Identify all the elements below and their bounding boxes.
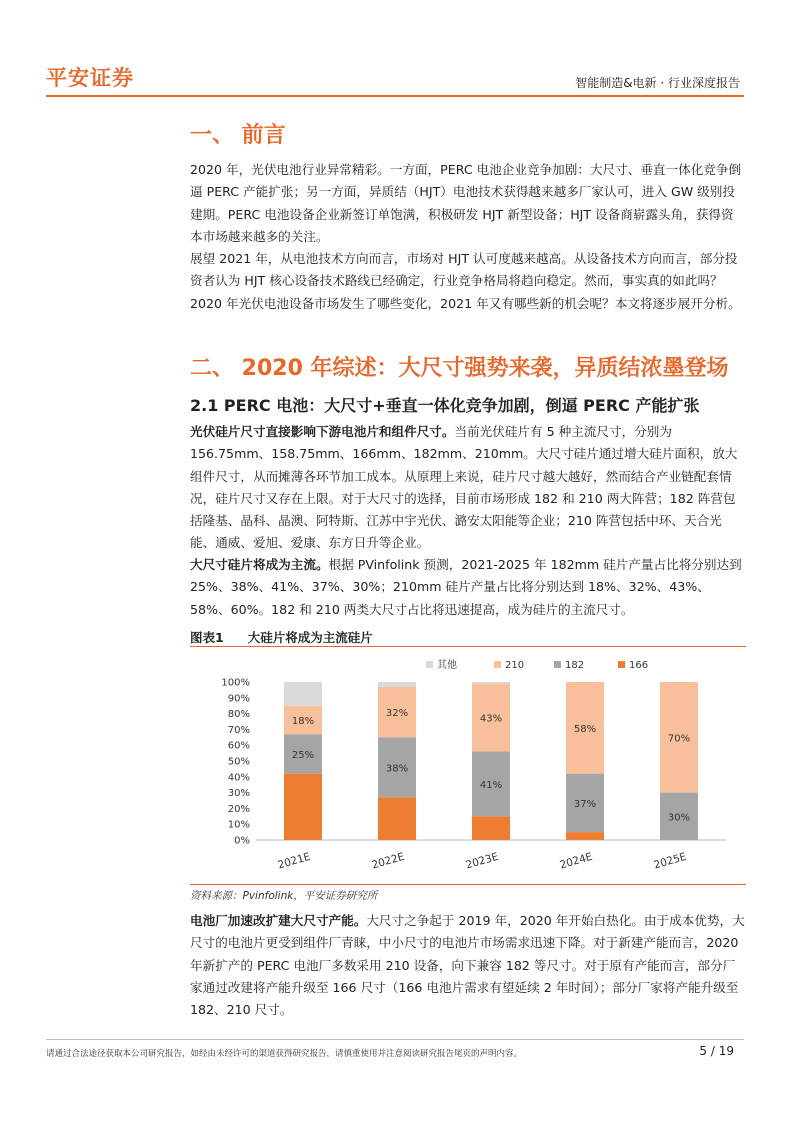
bar-segment-166-2023E [472, 816, 510, 840]
bar-segment-其他-2023E [472, 682, 510, 684]
bar-segment-166-2022E [378, 797, 416, 840]
data-label: 43% [479, 713, 503, 725]
lead-sentence: 电池厂加速改扩建大尺寸产能。 [190, 913, 367, 928]
data-label: 32% [385, 708, 409, 720]
section-2-paragraph-2 [190, 554, 745, 621]
y-tick-label: 60% [227, 740, 250, 752]
legend-label-182: 182 [565, 660, 585, 671]
y-tick-label: 40% [227, 772, 250, 784]
section-2-title: 二、 2020 年综述：大尺寸强势来袭，异质结浓墨登场 [190, 356, 729, 381]
data-label: 38% [385, 763, 409, 775]
data-label: 41% [479, 779, 503, 791]
paragraph-body: 根据 PVinfolink 预测，2021-2025 年 182mm 硅片产量占比将分别达到 25%、38%、41%、37%、30%；210mm 硅片产量占比将分别达到 18%、32%、43%、58%、60%。182 和 210 两类大尺寸占比将迅速提高，成为硅片的主流尺寸。 [190, 557, 742, 617]
data-label: 18% [291, 715, 315, 727]
paragraph-body: 当前光伏硅片有 5 种主流尺寸，分别为 156.75mm、158.75mm、166mm、182mm、210mm。大尺寸硅片通过增大硅片面积，放大组件尺寸，从而摊薄各环节加工成本。从原理上来说，硅片尺寸越大越好，然而结合产业链配套情况，硅片尺寸又存在上限。对于大尺寸的选择，目前市场形成 182 和 210 两大阵营；182 阵营包括隆基、晶科、晶澳、阿特斯、江苏中宇光伏、潞安太阳能等企业；210 阵营包括中环、天合光能、通威、爱旭、爱康、东方日升等企业。 [190, 424, 738, 551]
bar-segment-166-2024E [566, 832, 604, 840]
y-tick-label: 10% [227, 819, 250, 831]
legend-swatch-182 [554, 661, 561, 668]
brand-logo: 平安证券 [46, 66, 134, 90]
section-2-paragraph-3 [190, 910, 745, 1021]
footer-disclaimer: 请通过合法途径获取本公司研究报告，如经由未经许可的渠道获得研究报告，请慎重使用并注意阅读研究报告尾页的声明内容。 [46, 1049, 523, 1059]
data-label: 58% [573, 723, 597, 735]
section-1-paragraph-1: 2020 年，光伏电池行业异常精彩。一方面，PERC 电池企业竞争加剧：大尺寸、垂直一体化竞争倒逼 PERC 产能扩张；另一方面，异质结（HJT）电池技术获得越来越多厂家认可，进入 GW 级别投建期。PERC 电池设备企业新签订单饱满，积极研发 HJT 新型设备；HJT 设备商崭露头角，获得资本市场越来越多的关注。 [190, 162, 742, 244]
lead-sentence: 大尺寸硅片将成为主流。 [190, 557, 329, 572]
figure-bottom-rule [190, 884, 746, 885]
figure-title [190, 628, 373, 646]
y-tick-label: 20% [227, 803, 250, 815]
x-tick-label: 2022E [370, 850, 406, 872]
paragraph-body: 大尺寸之争起于 2019 年，2020 年开始白热化。由于成本优势，大尺寸的电池片更受到组件厂青睐，中小尺寸的电池片市场需求迅速下降。对于新建产能而言，2020 年新扩产的 PERC 电池厂多数采用 210 设备，向下兼容 182 等尺寸。对于原有产能而言，部分厂家通过改建将产能升级至 166 尺寸（166 电池片需求有望延续 2 年时间）；部分厂家将产能升级至 182、210 尺寸。 [190, 913, 745, 1018]
page-number: 5 / 19 [699, 1044, 734, 1058]
lead-sentence: 光伏硅片尺寸直接影响下游电池片和组件尺寸。 [190, 424, 455, 439]
data-label: 37% [573, 798, 597, 810]
legend-swatch-166 [618, 661, 625, 668]
bar-segment-其他-2022E [378, 682, 416, 687]
legend-swatch-210 [494, 661, 501, 668]
data-label: 25% [291, 749, 315, 761]
y-tick-label: 80% [227, 709, 250, 721]
section-1-title: 一、 前言 [190, 123, 286, 148]
header-divider [46, 95, 744, 97]
legend-label-其他: 其他 [437, 660, 457, 671]
data-label: 30% [667, 812, 691, 824]
figure-source: 资料来源：Pvinfolink，平安证券研究所 [190, 890, 378, 902]
figure-label: 图表1 [190, 630, 224, 645]
silicon-wafer-share-chart [190, 650, 746, 882]
y-tick-label: 70% [227, 724, 250, 736]
x-tick-label: 2025E [652, 850, 688, 872]
y-tick-label: 100% [221, 677, 250, 689]
section-1-paragraph-2: 展望 2021 年，从电池技术方向而言，市场对 HJT 认可度越来越高。从设备技术方向而言，部分投资者认为 HJT 核心设备技术路线已经确定，行业竞争格局将趋向稳定。然而，事实真的如此吗？2020 年光伏电池设备市场发生了哪些变化，2021 年又有哪些新的机会呢？本文将逐步展开分析。 [190, 251, 741, 311]
bar-segment-其他-2021E [284, 682, 322, 706]
report-category: 智能制造&电新 · 行业深度报告 [575, 76, 740, 90]
x-tick-label: 2024E [558, 850, 594, 872]
legend-label-166: 166 [629, 660, 649, 671]
footer-divider [46, 1039, 744, 1040]
section-2-paragraph-1 [190, 421, 745, 555]
y-tick-label: 30% [227, 788, 250, 800]
y-tick-label: 90% [227, 693, 250, 705]
legend-swatch-其他 [426, 661, 433, 668]
data-label: 70% [667, 733, 691, 745]
figure-top-rule [190, 646, 746, 647]
figure-caption: 大硅片将成为主流硅片 [247, 630, 373, 645]
legend-label-210: 210 [505, 660, 525, 671]
y-tick-label: 0% [234, 835, 250, 847]
section-2-1-subtitle: 2.1 PERC 电池：大尺寸+垂直一体化竞争加剧，倒逼 PERC 产能扩张 [190, 396, 700, 415]
bar-segment-166-2021E [284, 774, 322, 840]
x-tick-label: 2021E [276, 850, 312, 872]
x-tick-label: 2023E [464, 850, 500, 872]
y-tick-label: 50% [227, 756, 250, 768]
